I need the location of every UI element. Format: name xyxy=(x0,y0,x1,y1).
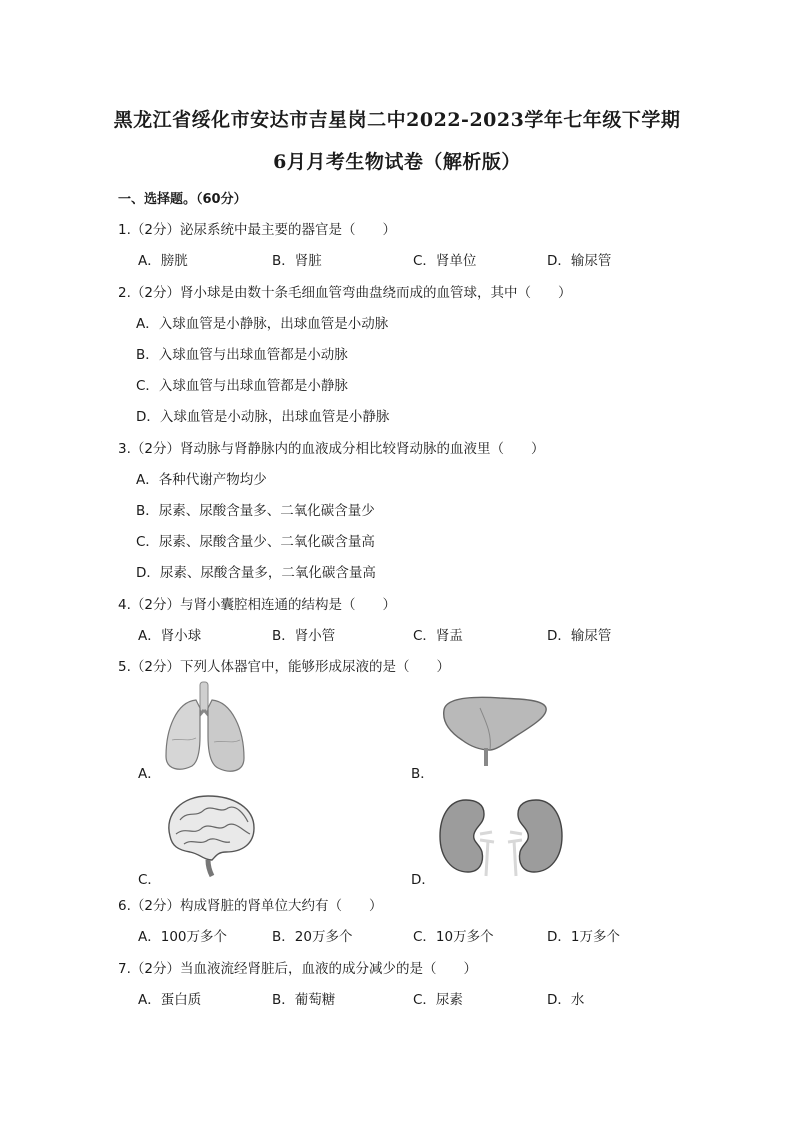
question-7-option-a: A．蛋白质 xyxy=(138,992,202,1008)
question-4-option-d: D．输尿管 xyxy=(547,628,612,644)
question-6-option-a: A．100万多个 xyxy=(138,929,228,945)
question-3-option-d: D．尿素、尿酸含量多，二氧化碳含量高 xyxy=(136,565,376,581)
question-5-option-d-label: D． xyxy=(411,872,435,888)
question-1-option-c: C．肾单位 xyxy=(413,253,477,269)
question-2-option-c: C．入球血管与出球血管都是小静脉 xyxy=(136,378,348,394)
question-2-stem: 2.（2分）肾小球是由数十条毛细血管弯曲盘绕而成的血管球，其中（ ） xyxy=(118,285,572,301)
question-6-option-c: C．10万多个 xyxy=(413,929,494,945)
question-4-option-c: C．肾盂 xyxy=(413,628,463,644)
question-2-option-b: B．入球血管与出球血管都是小动脉 xyxy=(136,347,348,363)
kidneys-image xyxy=(436,796,566,878)
title-line-2: 6月月考生物试卷（解析版） xyxy=(273,151,521,173)
question-6-option-d: D．1万多个 xyxy=(547,929,620,945)
question-1-option-d: D．输尿管 xyxy=(547,253,612,269)
question-3-stem: 3.（2分）肾动脉与肾静脉内的血液成分相比较肾动脉的血液里（ ） xyxy=(118,441,545,457)
question-2-option-d: D．入球血管是小动脉，出球血管是小静脉 xyxy=(136,409,390,425)
question-1-stem: 1.（2分）泌尿系统中最主要的器官是（ ） xyxy=(118,222,396,238)
question-5-stem: 5.（2分）下列人体器官中，能够形成尿液的是（ ） xyxy=(118,659,450,675)
question-6-option-b: B．20万多个 xyxy=(272,929,353,945)
question-7-option-c: C．尿素 xyxy=(413,992,463,1008)
question-3-option-c: C．尿素、尿酸含量少、二氧化碳含量高 xyxy=(136,534,375,550)
title-line-1: 黑龙江省绥化市安达市吉星岗二中2022-2023学年七年级下学期 xyxy=(113,109,681,131)
question-7-option-b: B．葡萄糖 xyxy=(272,992,336,1008)
question-2-option-a: A．入球血管是小静脉，出球血管是小动脉 xyxy=(136,316,389,332)
question-7-stem: 7.（2分）当血液流经肾脏后，血液的成分减少的是（ ） xyxy=(118,961,477,977)
question-4-option-a: A．肾小球 xyxy=(138,628,202,644)
question-5-option-b-label: B． xyxy=(411,766,434,782)
brain-image xyxy=(160,790,260,880)
liver-image xyxy=(440,692,550,772)
question-4-stem: 4.（2分）与肾小囊腔相连通的结构是（ ） xyxy=(118,597,396,613)
question-6-stem: 6.（2分）构成肾脏的肾单位大约有（ ） xyxy=(118,898,383,914)
question-3-option-a: A．各种代谢产物均少 xyxy=(136,472,267,488)
question-3-option-b: B．尿素、尿酸含量多、二氧化碳含量少 xyxy=(136,503,375,519)
question-4-option-b: B．肾小管 xyxy=(272,628,336,644)
question-5-option-a-label: A． xyxy=(138,766,161,782)
section-heading: 一、选择题。（60分） xyxy=(118,192,247,207)
question-5-option-c-label: C． xyxy=(138,872,161,888)
question-7-option-d: D．水 xyxy=(547,992,585,1008)
lungs-image xyxy=(158,680,250,776)
question-1-option-a: A．膀胱 xyxy=(138,253,188,269)
question-1-option-b: B．肾脏 xyxy=(272,253,322,269)
